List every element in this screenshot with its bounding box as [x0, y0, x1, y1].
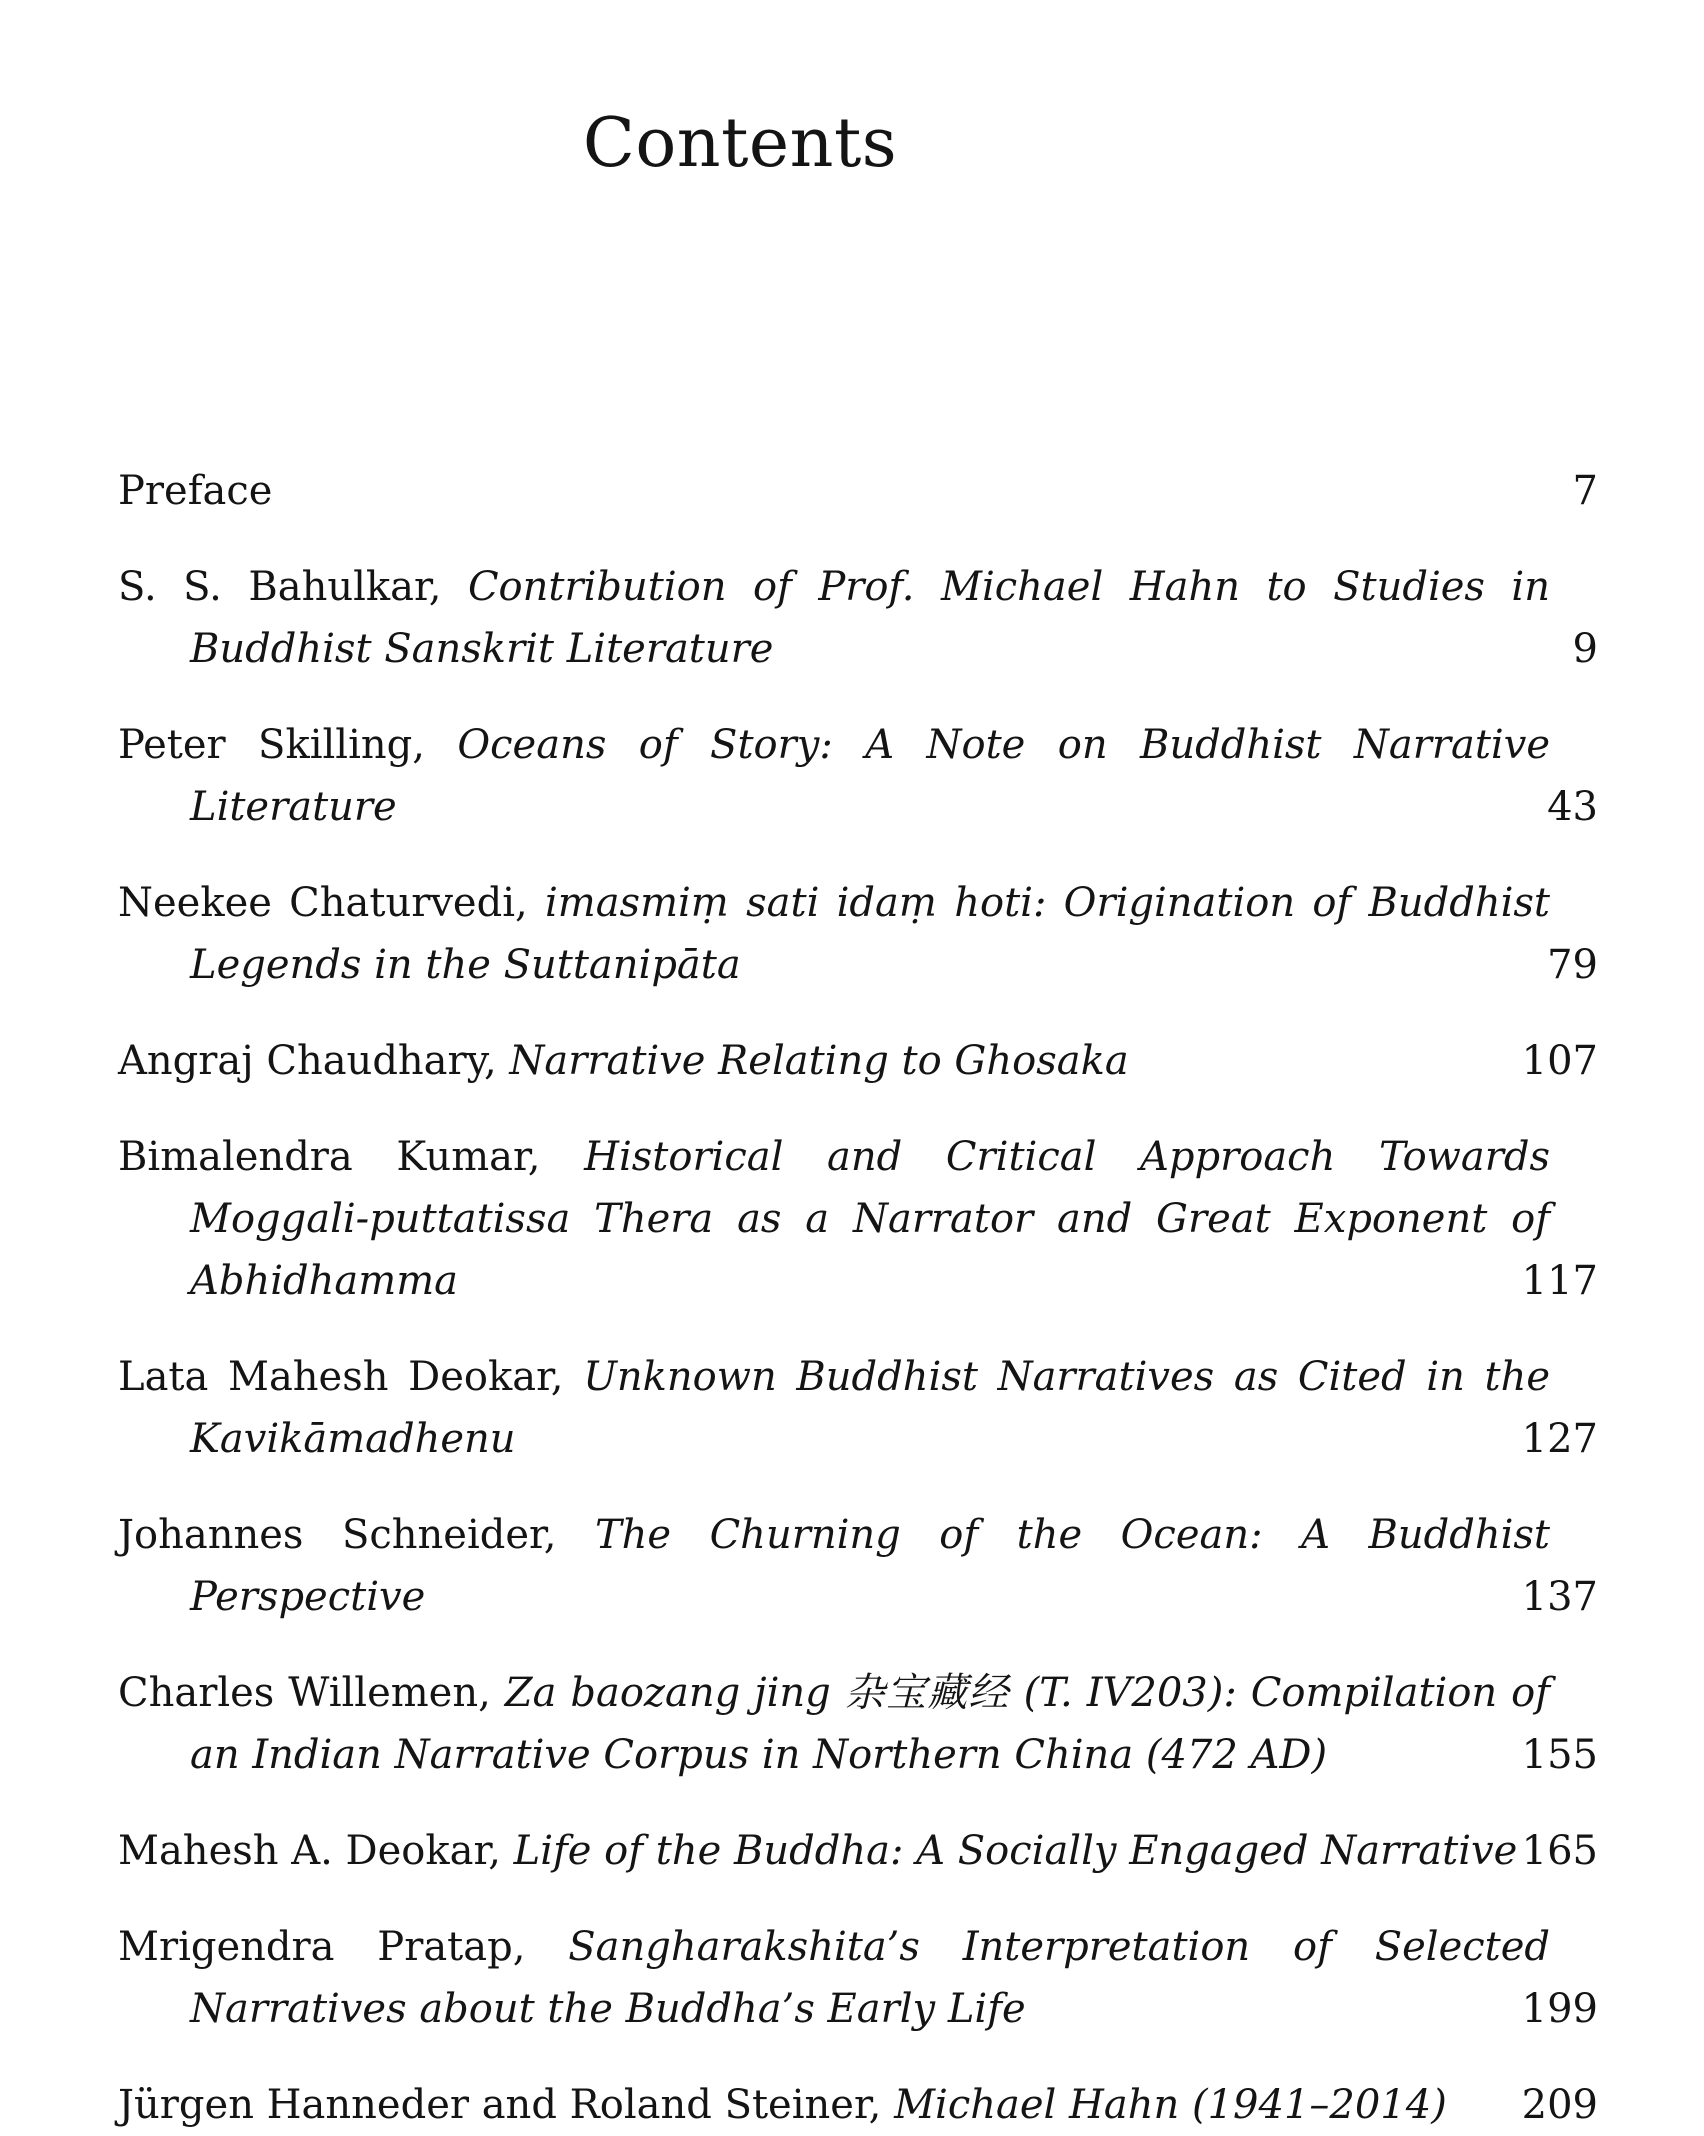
entry-title: Sangharakshita’s Interpretation of Selected Narratives about the Buddha’s Early Life — [190, 1924, 1550, 2032]
entry-author: Mrigendra Pratap, — [118, 1924, 569, 1970]
toc-entry — [118, 872, 1598, 996]
toc-entry — [118, 1126, 1598, 1312]
page-title: Contents — [582, 104, 898, 183]
entry-author: S. S. Bahulkar, — [118, 564, 468, 610]
entry-title: Unknown Buddhist Narratives as Cited in the Kavikāmadhenu — [190, 1354, 1550, 1462]
toc-entry-preface — [118, 460, 1598, 522]
entry-title: Historical and Critical Approach Towards Moggali-puttatissa Thera as a Narrator and Great Exponent of Abhidhamma — [190, 1134, 1550, 1304]
toc-entry — [118, 1346, 1598, 1470]
entry-title: Michael Hahn (1941–2014) — [894, 2082, 1447, 2128]
page-number: 117 — [1521, 1258, 1598, 1304]
toc-entry — [118, 1820, 1598, 1882]
page-number: 107 — [1521, 1038, 1598, 1084]
entry-title: imasmiṃ sati idaṃ hoti: Origination of Buddhist Legends in the Suttanipāta — [190, 880, 1550, 988]
page-number: 9 — [1572, 626, 1598, 672]
entry-text — [118, 1346, 1550, 1470]
entry-text — [118, 2074, 1550, 2136]
page-number: 79 — [1547, 942, 1598, 988]
page-number: 209 — [1521, 2082, 1598, 2128]
toc-entry — [118, 1662, 1598, 1786]
entry-label: Preface — [118, 468, 273, 514]
entry-text — [118, 460, 1550, 522]
entry-text — [118, 872, 1550, 996]
table-of-contents — [118, 430, 1598, 2136]
entry-title: Oceans of Story: A Note on Buddhist Narrative Literature — [190, 722, 1550, 830]
page-number: 127 — [1521, 1416, 1598, 1462]
entry-author: Peter Skilling, — [118, 722, 458, 768]
entry-title: Contribution of Prof. Michael Hahn to Studies in Buddhist Sanskrit Literature — [190, 564, 1550, 672]
entry-author: Jürgen Hanneder and Roland Steiner, — [118, 2082, 895, 2128]
entry-author: Charles Willemen, — [118, 1670, 505, 1716]
page-number: 199 — [1521, 1986, 1598, 2032]
entry-text — [118, 1126, 1550, 1312]
entry-author: Lata Mahesh Deokar, — [118, 1354, 584, 1400]
entry-title: The Churning of the Ocean: A Buddhist Perspective — [190, 1512, 1550, 1620]
entry-text — [118, 1662, 1550, 1786]
entry-text — [118, 1916, 1550, 2040]
page-number: 137 — [1521, 1574, 1598, 1620]
entry-author: Bimalendra Kumar, — [118, 1134, 585, 1180]
page-number: 165 — [1521, 1828, 1598, 1874]
toc-entry — [118, 714, 1598, 838]
entry-title: Za baozang jing 杂宝藏经 (T. IV203): Compilation of an Indian Narrative Corpus in Northern China (472 AD) — [190, 1670, 1551, 1778]
entry-author: Angraj Chaudhary, — [118, 1038, 510, 1084]
toc-entry — [118, 556, 1598, 680]
page-number: 43 — [1547, 784, 1598, 830]
entry-author: Johannes Schneider, — [118, 1512, 595, 1558]
entry-text — [118, 714, 1550, 838]
toc-entry — [118, 2074, 1598, 2136]
page-number: 155 — [1521, 1732, 1598, 1778]
entry-author: Mahesh A. Deokar, — [118, 1828, 514, 1874]
entry-text — [118, 1030, 1550, 1092]
entry-title: Life of the Buddha: A Socially Engaged Narrative — [513, 1828, 1518, 1874]
toc-entry — [118, 1916, 1598, 2040]
entry-author: Neekee Chaturvedi, — [118, 880, 545, 926]
entry-text — [118, 1504, 1550, 1628]
page-number: 7 — [1572, 468, 1598, 514]
toc-entry — [118, 1504, 1598, 1628]
entry-text — [118, 1820, 1550, 1882]
entry-title: Narrative Relating to Ghosaka — [509, 1038, 1129, 1084]
toc-entry — [118, 1030, 1598, 1092]
entry-text — [118, 556, 1550, 680]
